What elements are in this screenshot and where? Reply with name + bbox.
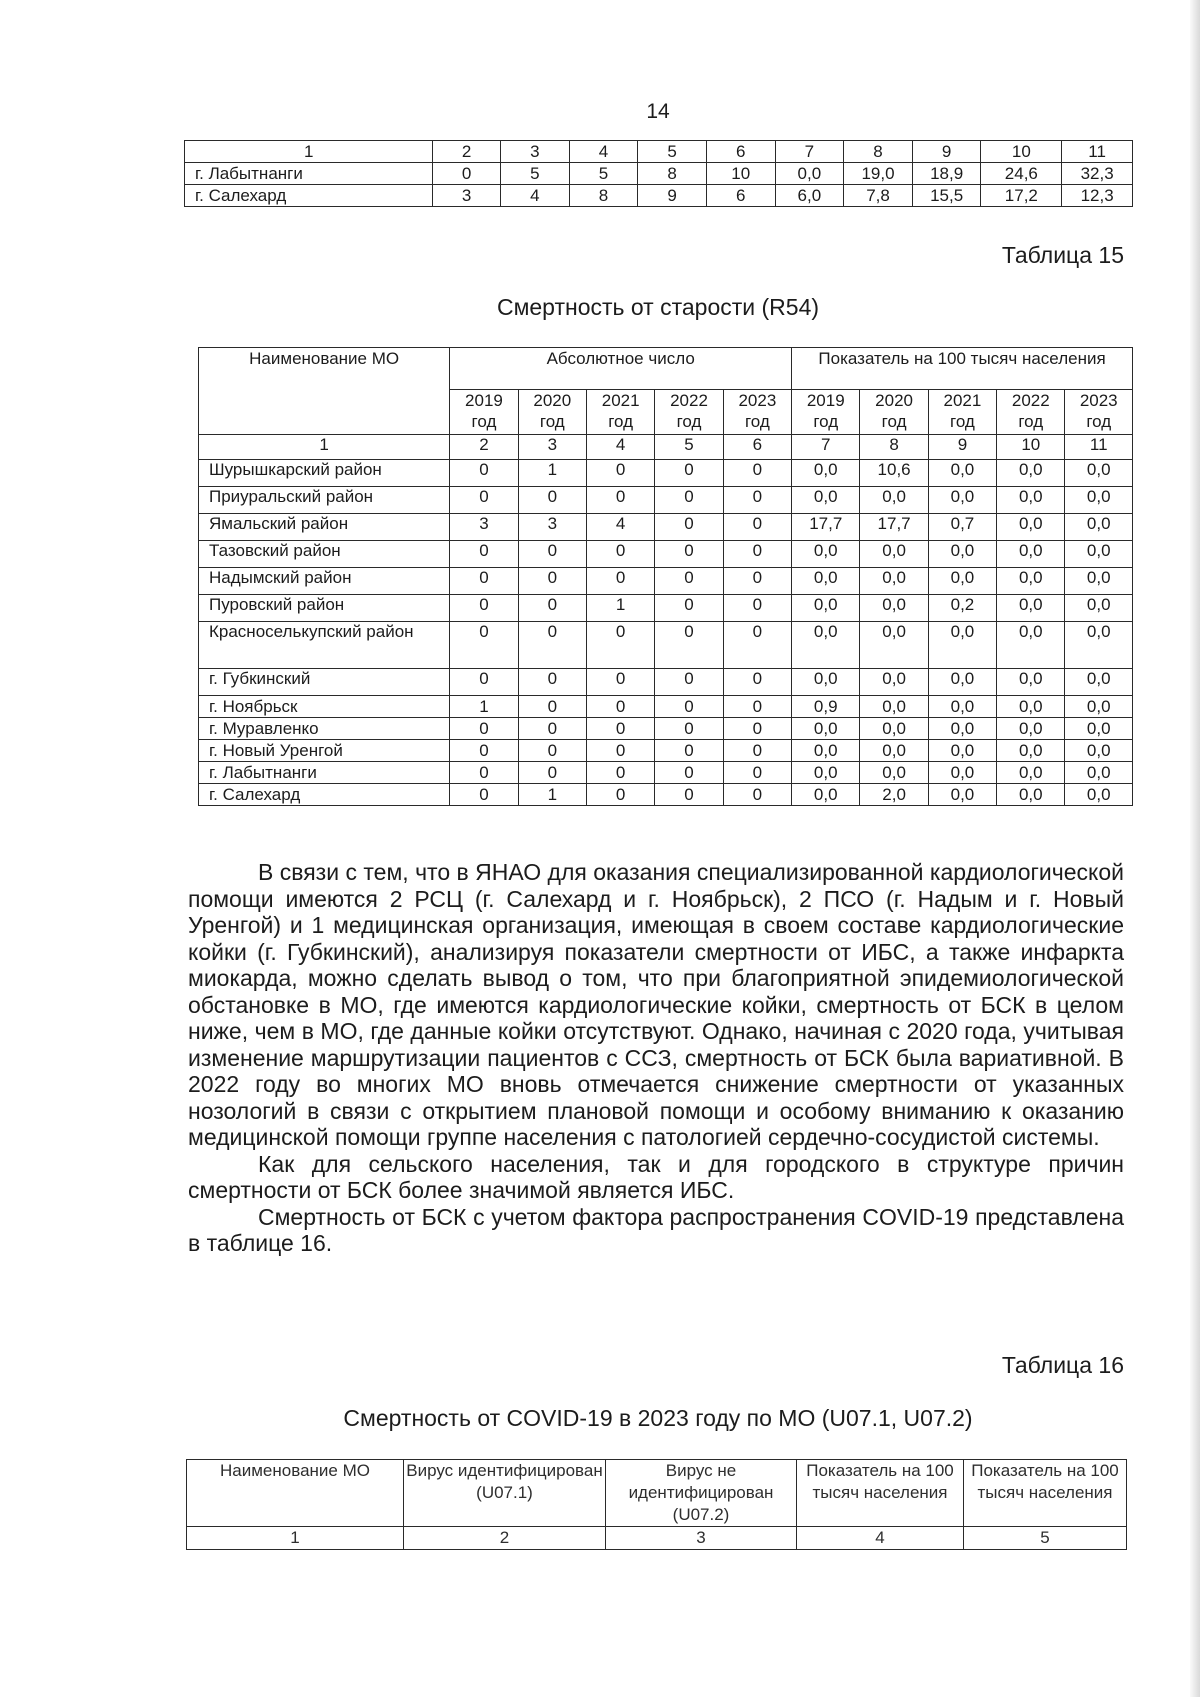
page-number: 14 <box>646 100 670 123</box>
table-cell: 17,7 <box>860 514 928 541</box>
table-cell: 0,0 <box>997 514 1065 541</box>
table-cell: 0,0 <box>860 622 928 669</box>
table-cell: 0,0 <box>1065 669 1133 696</box>
table-cell: 0 <box>586 622 654 669</box>
table-cell: 1 <box>518 784 586 806</box>
table-cell: 0 <box>450 541 518 568</box>
table-cell: 0 <box>586 696 654 718</box>
table-cell: 15,5 <box>912 185 981 207</box>
table-cell: 0,0 <box>775 163 844 185</box>
column-number: 6 <box>723 435 791 460</box>
table-cell: 1 <box>586 595 654 622</box>
column-numbers-row <box>199 435 1133 460</box>
table-cell: 0 <box>655 541 723 568</box>
table-cell: 0,0 <box>997 762 1065 784</box>
table-cell: 0,0 <box>997 568 1065 595</box>
table-cell: 18,9 <box>912 163 981 185</box>
table-row <box>199 487 1133 514</box>
table-cell: 0,0 <box>860 669 928 696</box>
table-cell: 0 <box>723 568 791 595</box>
column-header: Наименование МО <box>187 1460 404 1527</box>
table-cell: 3 <box>433 185 501 207</box>
table-cell: 10,6 <box>860 460 928 487</box>
paragraph-3: Смертность от БСК с учетом фактора распространения COVID-19 представлена в таблице 16. <box>188 1203 1124 1256</box>
table-cell: 0,0 <box>860 740 928 762</box>
row-name: Пуровский район <box>199 595 450 622</box>
row-name: Тазовский район <box>199 541 450 568</box>
table-cell: 0 <box>586 669 654 696</box>
table-cell: 0,0 <box>792 669 860 696</box>
table-cell: 6 <box>706 185 775 207</box>
table-cell: 0,0 <box>928 718 996 740</box>
table-cell: 19,0 <box>844 163 913 185</box>
table-cell: 0 <box>723 487 791 514</box>
column-number: 9 <box>912 141 981 163</box>
table-cell: 0 <box>723 541 791 568</box>
table-cell: 0 <box>586 784 654 806</box>
table-cell: 0,0 <box>860 718 928 740</box>
table-cell: 0,0 <box>1065 541 1133 568</box>
table-cell: 0,2 <box>928 595 996 622</box>
table-cell: 2,0 <box>860 784 928 806</box>
table-cell: 0 <box>586 762 654 784</box>
table-row <box>199 568 1133 595</box>
table-cell: 0,0 <box>928 541 996 568</box>
table-cell: 0,0 <box>860 541 928 568</box>
table-row <box>199 718 1133 740</box>
table-cell: 0 <box>586 487 654 514</box>
table-cell: 0,0 <box>997 541 1065 568</box>
table-cell: 0 <box>655 622 723 669</box>
table-cell: 0,0 <box>928 762 996 784</box>
column-number: 3 <box>500 141 569 163</box>
table-cell: 0,0 <box>792 595 860 622</box>
table-row <box>199 460 1133 487</box>
table-cell: 0 <box>518 762 586 784</box>
column-header: Вирус идентифицирован (U07.1) <box>404 1460 606 1527</box>
table-cell: 9 <box>638 185 707 207</box>
table-cell: 17,7 <box>792 514 860 541</box>
column-number: 7 <box>792 435 860 460</box>
table-cell: 0,0 <box>792 622 860 669</box>
column-number: 5 <box>638 141 707 163</box>
table-row <box>199 541 1133 568</box>
table-15-old-age-mortality <box>198 347 1133 806</box>
table-row <box>199 595 1133 622</box>
table-row <box>199 669 1133 696</box>
row-name: г. Муравленко <box>199 718 450 740</box>
table-row <box>199 740 1133 762</box>
table-16-title: Смертность от COVID-19 в 2023 году по МО (U07.1, U07.2) <box>343 1405 973 1431</box>
column-number: 9 <box>928 435 996 460</box>
table-cell: 0 <box>450 622 518 669</box>
table-cell: 1 <box>450 696 518 718</box>
table-cell: 0,0 <box>997 696 1065 718</box>
column-number: 4 <box>797 1527 964 1550</box>
table-cell: 0 <box>518 669 586 696</box>
year-header: 2020 год <box>518 390 586 435</box>
table-row <box>199 514 1133 541</box>
column-number: 4 <box>569 141 638 163</box>
table-cell: 8 <box>569 185 638 207</box>
table-cell: 0 <box>655 595 723 622</box>
table-cell: 0,0 <box>928 669 996 696</box>
table-cell: 0 <box>723 762 791 784</box>
table-cell: 0,0 <box>997 487 1065 514</box>
column-number: 4 <box>586 435 654 460</box>
table-cell: 4 <box>500 185 569 207</box>
column-header: Вирус не идентифицирован (U07.2) <box>606 1460 797 1527</box>
column-number: 8 <box>860 435 928 460</box>
table-cell: 0,0 <box>860 762 928 784</box>
table-cell: 0,0 <box>792 784 860 806</box>
table-cell: 0,0 <box>1065 784 1133 806</box>
table-cell: 10 <box>706 163 775 185</box>
column-numbers-row <box>187 1527 1127 1550</box>
table-cell: 0,0 <box>860 487 928 514</box>
table-cell: 0,0 <box>1065 487 1133 514</box>
year-header: 2022 год <box>655 390 723 435</box>
column-number: 6 <box>706 141 775 163</box>
row-name: г. Салехард <box>185 185 433 207</box>
table-row <box>199 696 1133 718</box>
table-cell: 0 <box>586 568 654 595</box>
table-cell: 0,0 <box>792 568 860 595</box>
table-cell: 0,0 <box>928 487 996 514</box>
table-row <box>199 762 1133 784</box>
table-cell: 0,0 <box>928 784 996 806</box>
table-cell: 0,0 <box>928 740 996 762</box>
table-cell: 3 <box>518 514 586 541</box>
paragraph-1: В связи с тем, что в ЯНАО для оказания специализированной кардиологической помощи имеются 2 РСЦ (г. Салехард и г. Ноябрьск), 2 ПСО (г. Надым и г. Новый Уренгой) и 1 медицинская организация, имеющая в своем составе кардиологические койки (г. Губкинский), анализируя показатели смертности от ИБС, а также инфаркта миокарда, можно сделать вывод о том, что при благоприятной эпидемиологической обстановке в МО, где имеются кардиологические койки, смертность от БСК в целом ниже, чем в МО, где данные койки отсутствуют. Однако, начиная с 2020 года, учитывая изменение маршрутизации пациентов с ССЗ, смертность от БСК была вариативной. В 2022 году во многих МО вновь отмечается снижение смертности от указанных нозологий в связи с открытием плановой помощи и особому вниманию к оказанию медицинской помощи группе населения с патологией сердечно-сосудистой системы. <box>188 859 1124 1150</box>
column-header: Показатель на 100 тысяч населения <box>797 1460 964 1527</box>
table-cell: 0,0 <box>997 718 1065 740</box>
table-cell: 0 <box>450 568 518 595</box>
table-cell: 0 <box>518 595 586 622</box>
table-cell: 0 <box>450 460 518 487</box>
year-header: 2021 год <box>928 390 996 435</box>
table-cell: 3 <box>450 514 518 541</box>
table-row <box>185 163 1133 185</box>
table-cell: 0,0 <box>928 460 996 487</box>
table-cell: 0 <box>518 622 586 669</box>
head-name: Наименование МО <box>199 348 450 435</box>
table-cell: 0 <box>518 568 586 595</box>
table-cell: 0 <box>655 669 723 696</box>
row-name: г. Лабытнанги <box>199 762 450 784</box>
table-cell: 0 <box>450 487 518 514</box>
table-cell: 1 <box>518 460 586 487</box>
table-cell: 0 <box>655 784 723 806</box>
table-cell: 0,0 <box>997 460 1065 487</box>
table-cell: 0 <box>655 718 723 740</box>
column-number: 2 <box>404 1527 606 1550</box>
table-16-covid-mortality <box>186 1459 1127 1550</box>
head-absolute: Абсолютное число <box>450 348 792 390</box>
column-number: 7 <box>775 141 844 163</box>
table-cell: 0,0 <box>928 622 996 669</box>
table-cell: 0 <box>655 487 723 514</box>
table-cell: 0 <box>518 541 586 568</box>
head-rate: Показатель на 100 тысяч населения <box>792 348 1133 390</box>
table-cell: 0 <box>723 622 791 669</box>
table-cell: 0 <box>723 696 791 718</box>
table-cell: 17,2 <box>981 185 1062 207</box>
table-cell: 0,9 <box>792 696 860 718</box>
row-name: Приуральский район <box>199 487 450 514</box>
scan-page-edge <box>1190 0 1200 1697</box>
table-cell: 0,0 <box>860 696 928 718</box>
table-cell: 0 <box>655 568 723 595</box>
table-cell: 0,0 <box>1065 568 1133 595</box>
table-cell: 0,0 <box>792 487 860 514</box>
row-name: г. Губкинский <box>199 669 450 696</box>
table-cell: 0,0 <box>997 595 1065 622</box>
column-number: 8 <box>844 141 913 163</box>
row-name: г. Салехард <box>199 784 450 806</box>
table-14-continuation <box>184 140 1133 207</box>
table-cell: 0,0 <box>860 568 928 595</box>
year-header: 2023 год <box>1065 390 1133 435</box>
table-cell: 0 <box>518 487 586 514</box>
column-number: 11 <box>1065 435 1133 460</box>
table-cell: 0,0 <box>1065 595 1133 622</box>
column-number: 3 <box>518 435 586 460</box>
year-header: 2023 год <box>723 390 791 435</box>
table-cell: 0 <box>586 718 654 740</box>
table-cell: 5 <box>569 163 638 185</box>
column-number: 1 <box>187 1527 404 1550</box>
table-row <box>199 622 1133 669</box>
column-number: 3 <box>606 1527 797 1550</box>
table-cell: 0,0 <box>792 460 860 487</box>
column-number: 10 <box>981 141 1062 163</box>
table-row <box>185 185 1133 207</box>
table-cell: 0 <box>655 740 723 762</box>
table-cell: 24,6 <box>981 163 1062 185</box>
table-cell: 0,0 <box>997 740 1065 762</box>
table-cell: 0,0 <box>792 762 860 784</box>
year-header: 2022 год <box>997 390 1065 435</box>
column-number: 5 <box>964 1527 1127 1550</box>
row-name: г. Лабытнанги <box>185 163 433 185</box>
table-cell: 0,0 <box>1065 718 1133 740</box>
table-cell: 0 <box>433 163 501 185</box>
table-cell: 0,0 <box>928 568 996 595</box>
table-cell: 0 <box>518 740 586 762</box>
table-cell: 0,0 <box>928 696 996 718</box>
table-cell: 0 <box>655 460 723 487</box>
row-name: г. Ноябрьск <box>199 696 450 718</box>
table-cell: 0,0 <box>1065 696 1133 718</box>
table-cell: 8 <box>638 163 707 185</box>
table-cell: 0,0 <box>997 622 1065 669</box>
table-cell: 0 <box>723 740 791 762</box>
table-cell: 0 <box>518 696 586 718</box>
table-cell: 0,0 <box>1065 460 1133 487</box>
table-cell: 0 <box>518 718 586 740</box>
column-header: Показатель на 100 тысяч населения <box>964 1460 1127 1527</box>
table-cell: 0 <box>450 740 518 762</box>
row-name: Надымский район <box>199 568 450 595</box>
table-cell: 6,0 <box>775 185 844 207</box>
table-cell: 0 <box>655 696 723 718</box>
column-number: 10 <box>997 435 1065 460</box>
table-cell: 4 <box>586 514 654 541</box>
table-cell: 0 <box>450 718 518 740</box>
table-cell: 0 <box>723 595 791 622</box>
table-cell: 0,0 <box>1065 762 1133 784</box>
table-row <box>199 784 1133 806</box>
table-cell: 0,0 <box>997 669 1065 696</box>
column-number: 1 <box>199 435 450 460</box>
table-header-row <box>185 141 1133 163</box>
table-16-label: Таблица 16 <box>1001 1352 1124 1378</box>
table-cell: 0,0 <box>792 541 860 568</box>
year-header: 2021 год <box>586 390 654 435</box>
table-cell: 0,0 <box>860 595 928 622</box>
row-name: Шурышкарский район <box>199 460 450 487</box>
table-cell: 0 <box>723 669 791 696</box>
year-header: 2020 год <box>860 390 928 435</box>
table-cell: 0,0 <box>792 740 860 762</box>
table-cell: 0,0 <box>997 784 1065 806</box>
paragraph-2: Как для сельского населения, так и для городского в структуре причин смертности от БСК более значимой является ИБС. <box>188 1150 1124 1203</box>
table-cell: 12,3 <box>1062 185 1133 207</box>
table-cell: 0 <box>586 740 654 762</box>
table-cell: 5 <box>500 163 569 185</box>
year-header: 2019 год <box>792 390 860 435</box>
row-name: Ямальский район <box>199 514 450 541</box>
table-cell: 0,0 <box>792 718 860 740</box>
column-number: 2 <box>450 435 518 460</box>
column-number: 11 <box>1062 141 1133 163</box>
table-cell: 0 <box>655 762 723 784</box>
table-15-title: Смертность от старости (R54) <box>496 294 820 320</box>
row-name: Красноселькупский район <box>199 622 450 669</box>
table-cell: 0 <box>723 718 791 740</box>
table-cell: 0 <box>723 784 791 806</box>
table-cell: 0,0 <box>1065 622 1133 669</box>
body-text <box>188 859 1124 1257</box>
table-cell: 0 <box>723 460 791 487</box>
column-number: 1 <box>185 141 433 163</box>
table-15-label: Таблица 15 <box>1001 242 1124 268</box>
table-cell: 0 <box>655 514 723 541</box>
table-cell: 32,3 <box>1062 163 1133 185</box>
column-number: 5 <box>655 435 723 460</box>
table-cell: 0 <box>450 762 518 784</box>
table-cell: 0 <box>450 784 518 806</box>
year-header: 2019 год <box>450 390 518 435</box>
table-cell: 0 <box>723 514 791 541</box>
table-cell: 0,0 <box>1065 514 1133 541</box>
table-cell: 0,7 <box>928 514 996 541</box>
table-header-row <box>187 1460 1127 1527</box>
table-cell: 0,0 <box>1065 740 1133 762</box>
table-cell: 0 <box>586 541 654 568</box>
table-cell: 0 <box>450 669 518 696</box>
table-cell: 0 <box>450 595 518 622</box>
column-number: 2 <box>433 141 501 163</box>
table-cell: 7,8 <box>844 185 913 207</box>
table-cell: 0 <box>586 460 654 487</box>
row-name: г. Новый Уренгой <box>199 740 450 762</box>
